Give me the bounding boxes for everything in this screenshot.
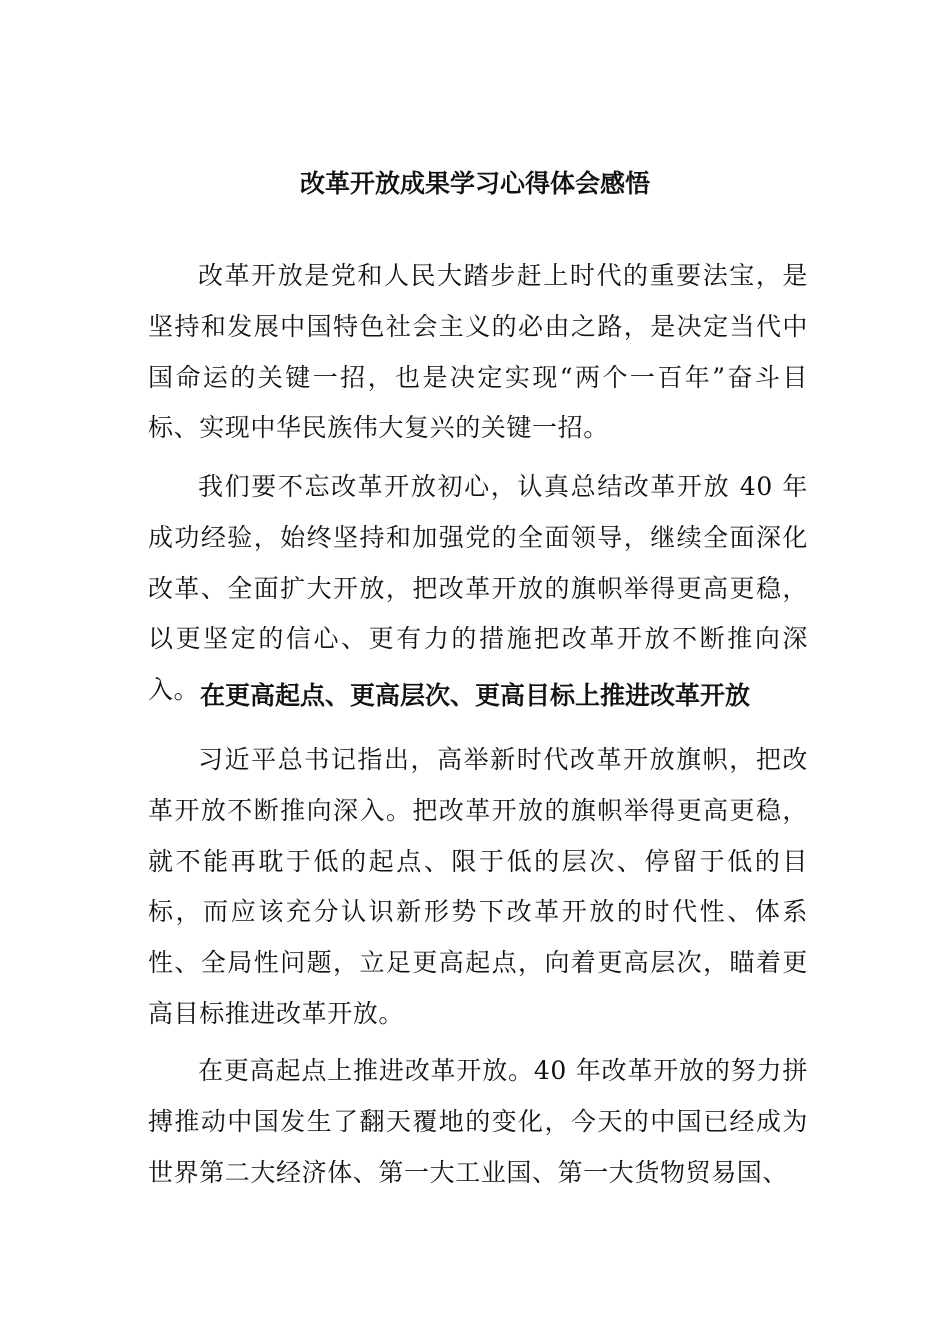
section-heading: 在更高起点、更高层次、更高目标上推进改革开放 [199, 681, 750, 710]
paragraph-4: 在更高起点上推进改革开放。40 年改革开放的努力拼搏推动中国发生了翻天覆地的变化，今天的中国已经成为世界第二大经济体、第一大工业国、第一大货物贸易国、 [148, 1056, 808, 1187]
document-title: 改革开放成果学习心得体会感悟 [299, 169, 650, 198]
paragraph-1: 改革开放是党和人民大踏步赶上时代的重要法宝，是坚持和发展中国特色社会主义的必由之路，是决定当代中国命运的关键一招，也是决定实现“两个一百年”奋斗目标、实现中华民族伟大复兴的关键一招。 [148, 261, 808, 443]
paragraph-2: 我们要不忘改革开放初心，认真总结改革开放 40 年成功经验，始终坚持和加强党的全面领导，继续全面深化改革、全面扩大开放，把改革开放的旗帜举得更高更稳，以更坚定的信心、更有力的措施把改革开放不断推向深入。 [148, 472, 808, 705]
paragraph-3: 习近平总书记指出，高举新时代改革开放旗帜，把改革开放不断推向深入。把改革开放的旗帜举得更高更稳，就不能再耽于低的起点、限于低的层次、停留于低的目标，而应该充分认识新形势下改革开放的时代性、体系性、全局性问题，立足更高起点，向着更高层次，瞄着更高目标推进改革开放。 [148, 745, 808, 1028]
